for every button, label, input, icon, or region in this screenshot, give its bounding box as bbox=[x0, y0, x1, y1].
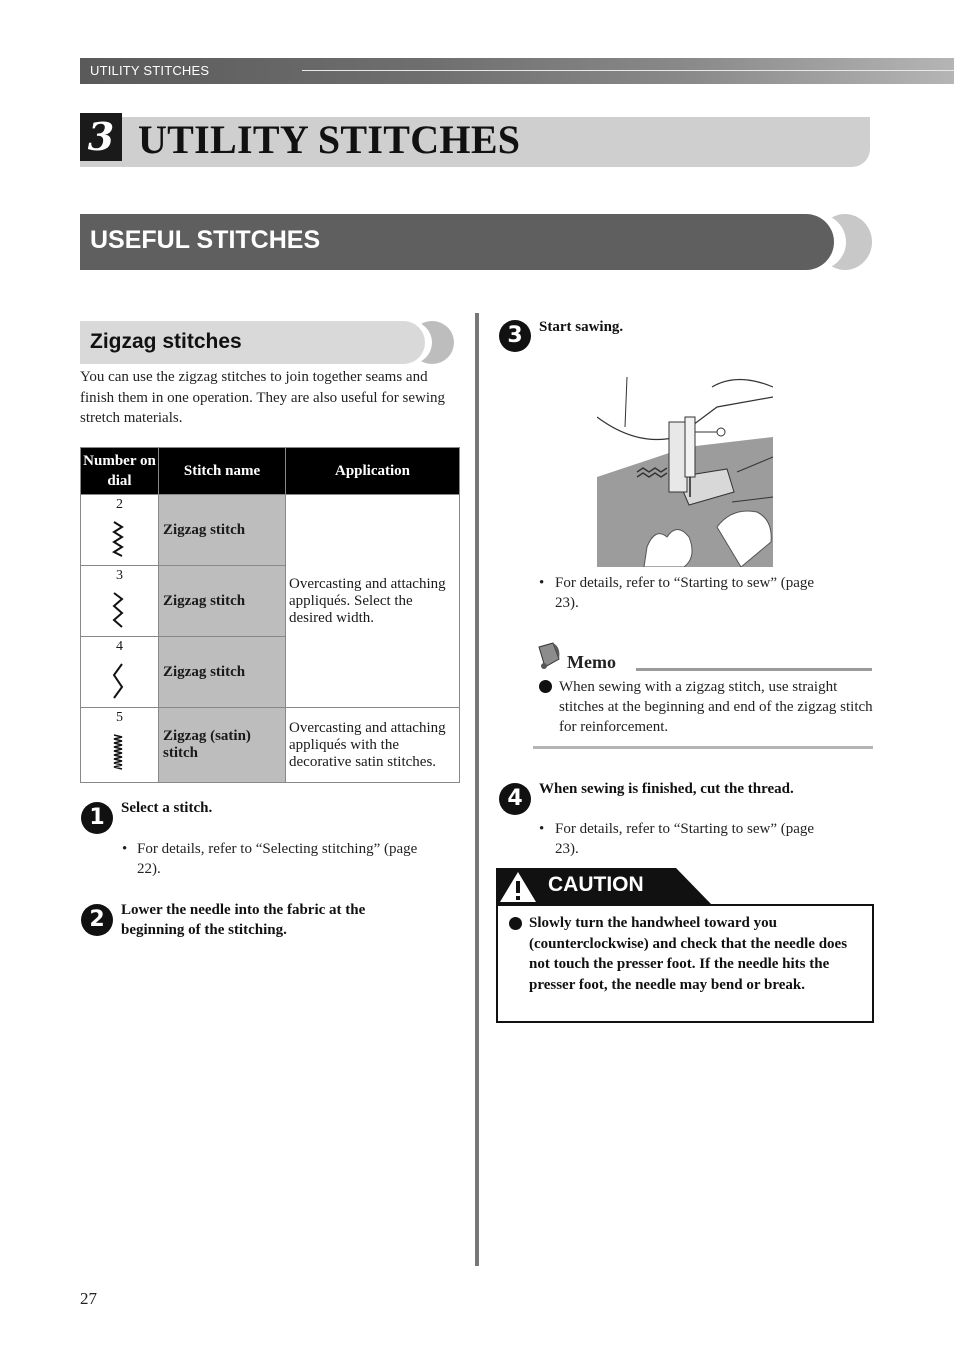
running-header bbox=[80, 58, 954, 84]
memo-bottom-rule bbox=[533, 746, 873, 749]
step-3-title: Start sawing. bbox=[539, 319, 624, 335]
table-header-row bbox=[81, 448, 460, 495]
dial-number: 4 bbox=[116, 639, 123, 654]
step-1-bullet: For details, refer to “Selecting stitching” (page 22). bbox=[137, 841, 418, 877]
header-stitch-name: Stitch name bbox=[159, 448, 286, 495]
dial-number-cell bbox=[81, 708, 159, 783]
caution-text: Slowly turn the handwheel toward you (counterclockwise) and check that the needle does not touch the presser foot. If the needle hits the presser foot, the needle may bend or break. bbox=[529, 915, 848, 993]
step-4-bullet-dot: • bbox=[539, 821, 545, 837]
table-row bbox=[81, 708, 460, 783]
dial-number-cell bbox=[81, 566, 159, 637]
dial-number-cell bbox=[81, 637, 159, 708]
wide-zigzag-icon bbox=[111, 521, 125, 557]
step-1-title: Select a stitch. bbox=[121, 800, 213, 816]
step-3-badge: 3 bbox=[499, 320, 531, 352]
page-number: 27 bbox=[80, 1289, 97, 1308]
stitch-name: Zigzag stitch bbox=[159, 495, 286, 566]
section-title: USEFUL STITCHES bbox=[90, 226, 321, 254]
step-4-bullet: For details, refer to “Starting to sew” (page 23). bbox=[555, 821, 815, 857]
application-cell: Overcasting and attaching appliqués. Select the desired width. bbox=[286, 495, 460, 708]
caution-label: CAUTION bbox=[548, 873, 644, 896]
memo-bullet-icon bbox=[539, 680, 552, 693]
step-3-bullet-dot: • bbox=[539, 575, 545, 591]
step-3-bullet: For details, refer to “Starting to sew” (page 23). bbox=[555, 575, 815, 611]
step-4-title: When sewing is finished, cut the thread. bbox=[539, 781, 794, 797]
step-4-badge: 4 bbox=[499, 783, 531, 815]
header-number: Number on dial bbox=[81, 448, 159, 495]
column-divider bbox=[475, 313, 479, 1266]
running-header-text: UTILITY STITCHES bbox=[90, 63, 210, 78]
step-2-badge: 2 bbox=[81, 904, 113, 936]
memo-rule bbox=[636, 668, 872, 671]
dial-number: 3 bbox=[116, 568, 123, 583]
running-header-rule bbox=[302, 70, 954, 71]
step-1-badge: 1 bbox=[81, 802, 113, 834]
satin-zigzag-icon bbox=[111, 734, 125, 770]
stitch-name: Zigzag stitch bbox=[159, 566, 286, 637]
memo-label: Memo bbox=[567, 652, 616, 672]
narrow-zigzag-icon bbox=[111, 663, 125, 699]
memo-bell-icon bbox=[533, 641, 563, 671]
chapter-number: 3 bbox=[80, 113, 122, 161]
header-application: Application bbox=[286, 448, 460, 495]
dial-number-cell bbox=[81, 495, 159, 566]
step-1-bullet-dot: • bbox=[122, 841, 128, 857]
dial-number: 5 bbox=[116, 710, 123, 725]
stitch-name: Zigzag stitch bbox=[159, 637, 286, 708]
dial-number: 2 bbox=[116, 497, 123, 512]
memo-text: When sewing with a zigzag stitch, use straight stitches at the beginning and end of the zigzag stitch for reinforcement. bbox=[559, 679, 873, 735]
stitch-name: Zigzag (satin) stitch bbox=[159, 708, 286, 783]
caution-bullet-icon bbox=[509, 917, 522, 930]
step-2-title: Lower the needle into the fabric at the beginning of the stitching. bbox=[121, 902, 366, 938]
intro-paragraph: You can use the zigzag stitches to join together seams and finish them in one operation. They are also useful for sewing stretch materials. bbox=[80, 369, 446, 426]
table-row bbox=[81, 495, 460, 566]
medium-zigzag-icon bbox=[111, 592, 125, 628]
application-cell: Overcasting and attaching appliqués with the decorative satin stitches. bbox=[286, 708, 460, 783]
chapter-title: UTILITY STITCHES bbox=[138, 117, 521, 162]
subsection-title: Zigzag stitches bbox=[90, 330, 242, 353]
stitch-table bbox=[80, 447, 460, 783]
sewing-machine-illustration bbox=[597, 377, 773, 567]
